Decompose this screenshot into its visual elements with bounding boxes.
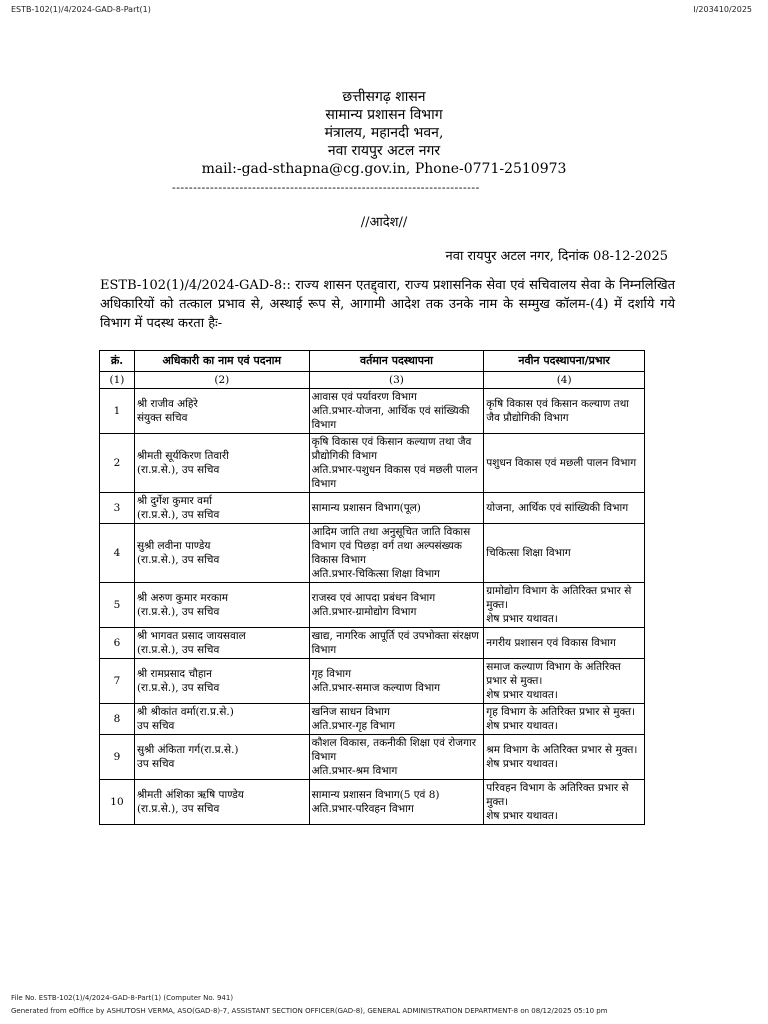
header-government: छत्तीसगढ़ शासन	[342, 89, 426, 105]
table-row	[100, 524, 645, 583]
serial-cell: 2	[100, 434, 135, 493]
header-current-posting: वर्तमान पदस्थापना	[309, 351, 484, 372]
serial-cell: 10	[100, 780, 135, 825]
new-posting-cell: श्रम विभाग के अतिरिक्त प्रभार से मुक्त। शेष प्रभार यथावत।	[484, 735, 645, 780]
table-row	[100, 493, 645, 524]
new-posting-cell: नगरीय प्रशासन एवं विकास विभाग	[484, 628, 645, 659]
officer-name-cell: श्री रामप्रसाद चौहान (रा.प्र.से.), उप सचिव	[134, 659, 309, 704]
officer-name-cell: श्री राजीव अहिरे संयुक्त सचिव	[134, 389, 309, 434]
current-posting-cell: आदिम जाति तथा अनुसूचित जाति विकास विभाग एवं पिछड़ा वर्ग तथा अल्पसंख्यक विकास विभाग अति.प्रभार-चिकित्सा शिक्षा विभाग	[309, 524, 484, 583]
table-row	[100, 735, 645, 780]
current-posting-cell: खाद्य, नागरिक आपूर्ति एवं उपभोक्ता संरक्षण विभाग	[309, 628, 484, 659]
current-posting-cell: कृषि विकास एवं किसान कल्याण तथा जैव प्रौद्योगिकी विभाग अति.प्रभार-पशुधन विकास एवं मछली पालन विभाग	[309, 434, 484, 493]
header-contact: mail:-gad-sthapna@cg.gov.in, Phone-0771-2510973	[201, 161, 567, 177]
order-body-paragraph: ESTB-102(1)/4/2024-GAD-8:: राज्य शासन एतद्द्वारा, राज्य प्रशासनिक सेवा एवं सचिवालय सेवा के निम्नलिखित अधिकारियों को तत्काल प्रभाव से, अस्थाई रूप से, आगामी आदेश तक उनके नाम के सम्मुख कॉलम-(4) में दर्शाये गये विभाग में पदस्थ करता हैः-	[100, 278, 675, 331]
serial-cell: 4	[100, 524, 135, 583]
new-posting-cell: पशुधन विकास एवं मछली पालन विभाग	[484, 434, 645, 493]
table-row	[100, 704, 645, 735]
current-posting-cell: कौशल विकास, तकनीकी शिक्षा एवं रोजगार विभाग अति.प्रभार-श्रम विभाग	[309, 735, 484, 780]
officer-name-cell: श्री अरुण कुमार मरकाम (रा.प्र.से.), उप सचिव	[134, 583, 309, 628]
officer-name-cell: श्री श्रीकांत वर्मा(रा.प्र.से.) उप सचिव	[134, 704, 309, 735]
serial-cell: 8	[100, 704, 135, 735]
officer-name-cell: श्री भागवत प्रसाद जायसवाल (रा.प्र.से.), उप सचिव	[134, 628, 309, 659]
new-posting-cell: समाज कल्याण विभाग के अतिरिक्त प्रभार से मुक्त। शेष प्रभार यथावत।	[484, 659, 645, 704]
current-posting-cell: सामान्य प्रशासन विभाग(पूल)	[309, 493, 484, 524]
table-row	[100, 659, 645, 704]
officer-name-cell: सुश्री अंकिता गर्ग(रा.प्र.से.) उप सचिव	[134, 735, 309, 780]
officer-name-cell: सुश्री लवीना पाण्डेय (रा.प्र.से.), उप सचिव	[134, 524, 309, 583]
file-reference-top-left: ESTB-102(1)/4/2024-GAD-8-Part(1)	[11, 5, 151, 14]
column-number: (2)	[134, 372, 309, 389]
current-posting-cell: आवास एवं पर्यावरण विभाग अति.प्रभार-योजना, आर्थिक एवं सांख्यिकी विभाग	[309, 389, 484, 434]
receipt-number-top-right: I/203410/2025	[693, 5, 752, 14]
order-title: //आदेश//	[360, 215, 408, 230]
new-posting-cell: ग्रामोद्योग विभाग के अतिरिक्त प्रभार से मुक्त। शेष प्रभार यथावत।	[484, 583, 645, 628]
new-posting-cell: परिवहन विभाग के अतिरिक्त प्रभार से मुक्त। शेष प्रभार यथावत।	[484, 780, 645, 825]
serial-cell: 7	[100, 659, 135, 704]
current-posting-cell: गृह विभाग अति.प्रभार-समाज कल्याण विभाग	[309, 659, 484, 704]
new-posting-cell: चिकित्सा शिक्षा विभाग	[484, 524, 645, 583]
header-separator: -------------------------------------------------------------------------	[172, 181, 480, 194]
serial-cell: 1	[100, 389, 135, 434]
current-posting-cell: खनिज साधन विभाग अति.प्रभार-गृह विभाग	[309, 704, 484, 735]
new-posting-cell: योजना, आर्थिक एवं सांख्यिकी विभाग	[484, 493, 645, 524]
footer-file-number: File No. ESTB-102(1)/4/2024-GAD-8-Part(1) (Computer No. 941)	[11, 994, 234, 1002]
table-row	[100, 628, 645, 659]
letter-header	[0, 88, 768, 178]
column-number-row	[100, 372, 645, 389]
table-row	[100, 583, 645, 628]
serial-cell: 9	[100, 735, 135, 780]
header-new-posting: नवीन पदस्थापना/प्रभार	[484, 351, 645, 372]
header-city: नवा रायपुर अटल नगर	[327, 143, 441, 159]
header-building: मंत्रालय, महानदी भवन,	[324, 125, 444, 141]
table-row	[100, 389, 645, 434]
table-header-row	[100, 351, 645, 372]
footer-generated-by: Generated from eOffice by ASHUTOSH VERMA, ASO(GAD-8)-7, ASSISTANT SECTION OFFICER(GAD-8), GENERAL ADMINISTRATION DEPARTMENT-8 on 08/12/2025 05:10 pm	[11, 1007, 608, 1015]
column-number: (3)	[309, 372, 484, 389]
current-posting-cell: सामान्य प्रशासन विभाग(5 एवं 8) अति.प्रभार-परिवहन विभाग	[309, 780, 484, 825]
serial-cell: 5	[100, 583, 135, 628]
serial-cell: 3	[100, 493, 135, 524]
order-date-line: नवा रायपुर अटल नगर, दिनांक 08-12-2025	[445, 249, 668, 264]
officer-name-cell: श्री दुर्गेश कुमार वर्मा (रा.प्र.से.), उप सचिव	[134, 493, 309, 524]
table-row	[100, 780, 645, 825]
new-posting-cell: गृह विभाग के अतिरिक्त प्रभार से मुक्त। शेष प्रभार यथावत।	[484, 704, 645, 735]
header-officer-name: अधिकारी का नाम एवं पदनाम	[134, 351, 309, 372]
header-department: सामान्य प्रशासन विभाग	[325, 107, 443, 123]
header-serial: क्रं.	[100, 351, 135, 372]
column-number: (1)	[100, 372, 135, 389]
officer-name-cell: श्रीमती अंशिका ऋषि पाण्डेय (रा.प्र.से.), उप सचिव	[134, 780, 309, 825]
posting-table	[99, 350, 645, 825]
table-row	[100, 434, 645, 493]
officer-name-cell: श्रीमती सूर्यकिरण तिवारी (रा.प्र.से.), उप सचिव	[134, 434, 309, 493]
serial-cell: 6	[100, 628, 135, 659]
new-posting-cell: कृषि विकास एवं किसान कल्याण तथा जैव प्रौद्योगिकी विभाग	[484, 389, 645, 434]
current-posting-cell: राजस्व एवं आपदा प्रबंधन विभाग अति.प्रभार-ग्रामोद्योग विभाग	[309, 583, 484, 628]
column-number: (4)	[484, 372, 645, 389]
